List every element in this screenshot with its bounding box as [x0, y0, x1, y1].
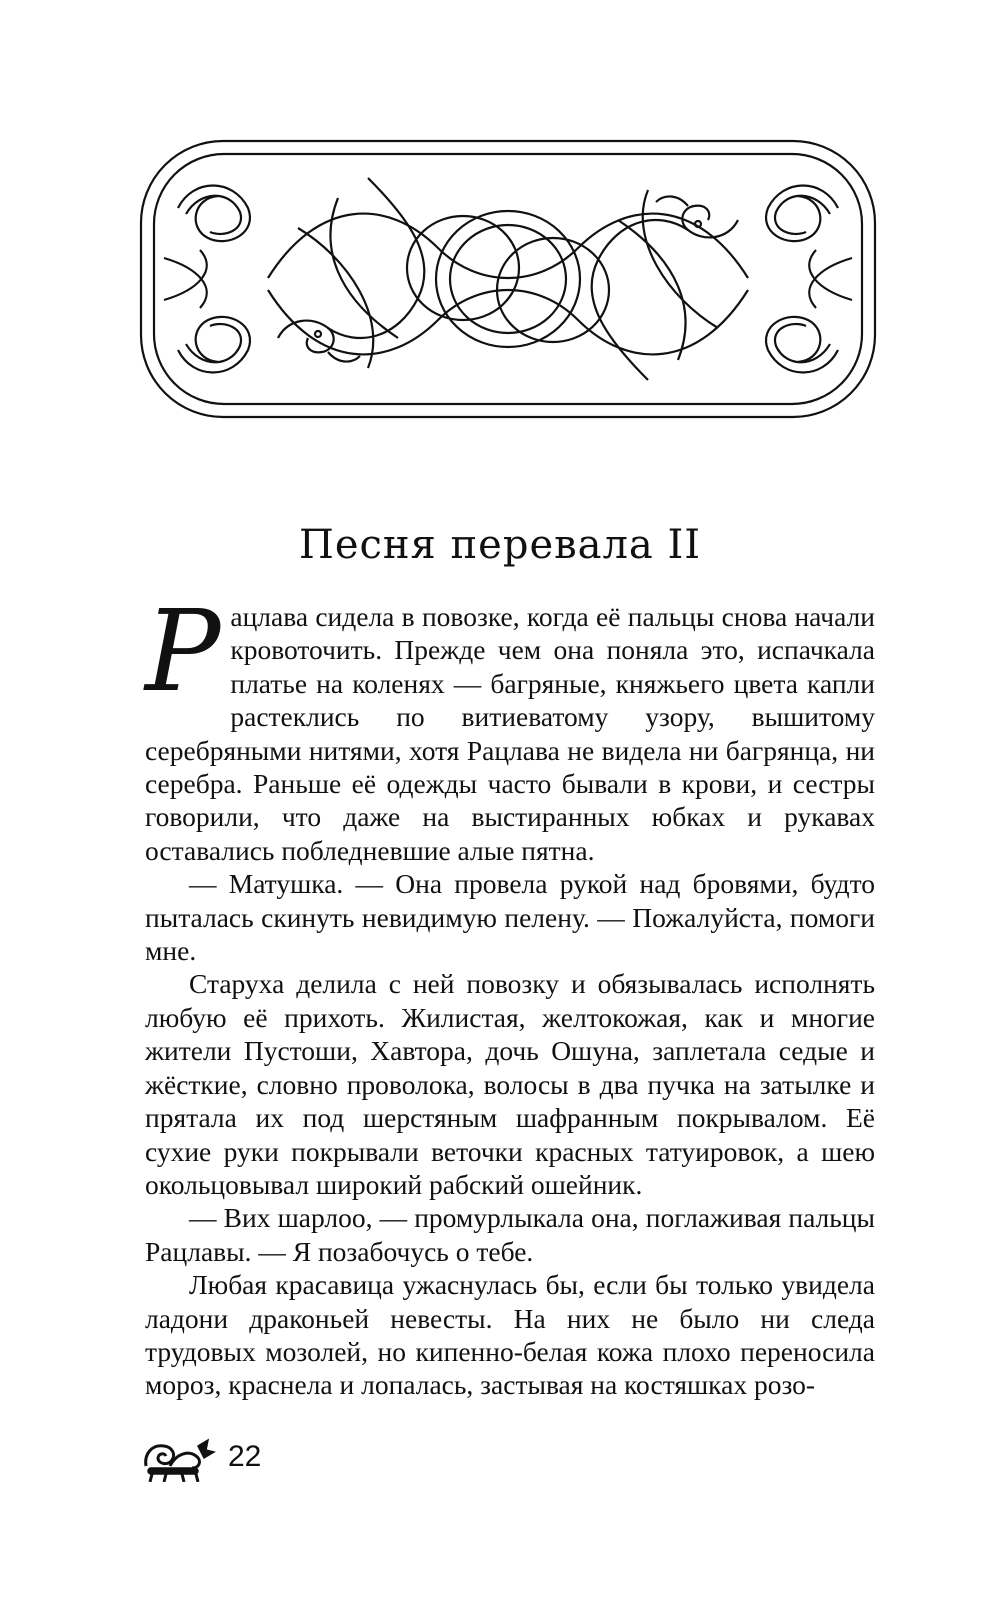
body-text: [145, 587, 875, 1402]
drop-cap: Р: [145, 587, 221, 717]
chapter-title: Песня перевала II: [298, 522, 702, 568]
paragraph-1: [145, 587, 875, 867]
knotwork-banner: [138, 138, 878, 420]
central-interlace: [268, 178, 748, 380]
paragraph-4: — Вих шарлоо, — промурлыкала она, поглаживая пальцы Рацлавы. — Я позабочусь о тебе.: [145, 1202, 875, 1267]
paragraph-3: Старуха делила с ней повозку и обязывалась исполнять любую её прихоть. Жилистая, желтокожая, как и многие жители Пустоши, Хавтора, дочь Ошуна, заплетала седые и жёсткие, словно проволока, волосы в два пучка на затылке и прятала их под шерстяным шафранным покрывалом. Её сухие руки покрывали веточки красных татуировок, а шею окольцовывал широкий рабский ошейник.: [145, 968, 875, 1200]
page-number: 22: [228, 1440, 262, 1473]
beast-head-right: [656, 196, 738, 237]
paragraph-5: Любая красавица ужаснулась бы, если бы только увидела ладони драконьей невесты. На них не было ни следа трудовых мозолей, но кипенно-белая кожа плохо переносила мороз, краснела и лопалась, застывая на костяшках розо-: [145, 1269, 875, 1401]
paragraph-1-text: ацлава сидела в повозке, когда её пальцы снова начали кровоточить. Прежде чем она поняла это, испачкала платье на коленях — багряные, княжьего цвета капли растеклись по витиеватому узору, вышитому серебряными нитями, хотя Рацлава не видела ни багрянца, ни серебра. Раньше её одежды часто бывали в крови, и сестры говорили, что даже на выстиранных юбках и рукавах оставались побледневшие алые пятна.: [145, 601, 875, 866]
page-footer: [142, 1436, 342, 1486]
right-end-loops: [766, 186, 852, 373]
left-end-loops: [164, 186, 250, 373]
beast-head-left: [278, 321, 360, 362]
beast-ornament-icon: [142, 1436, 218, 1482]
paragraph-2: — Матушка. — Она провела рукой над бровями, будто пыталась скинуть невидимую пелену. — Пожалуйста, помоги мне.: [145, 868, 875, 967]
